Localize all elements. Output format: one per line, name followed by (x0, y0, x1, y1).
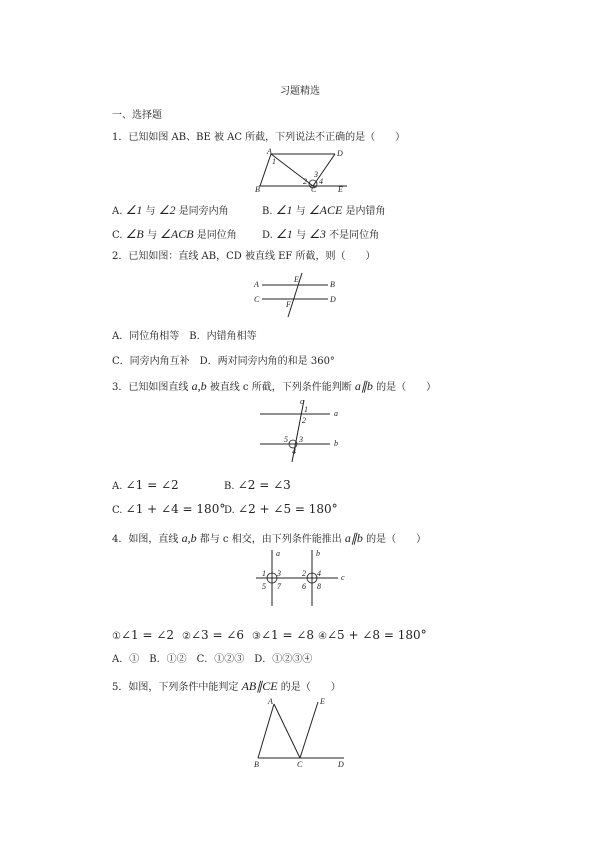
q4-label-c: c (341, 573, 345, 582)
q2-label-B: B (330, 280, 335, 289)
math-expr: ∠2 (158, 203, 176, 217)
math-expr: ∠1 = ∠2 (120, 628, 175, 642)
math-expr: a,b (181, 531, 197, 545)
q4-angle-3: 3 (277, 569, 281, 578)
q2-options-ab: A．同位角相等 B．内错角相等 (112, 331, 257, 342)
q5-label-E: E (320, 697, 325, 706)
q3-figure (258, 398, 348, 464)
page-title: 习题精选 (280, 86, 320, 97)
condition-number: ④ (318, 631, 327, 642)
q5-label-D: D (338, 760, 344, 769)
option-letter: B. (224, 481, 235, 492)
q2-label-C: C (254, 295, 260, 304)
math-expr: a,b (191, 379, 207, 393)
math-expr: ∠1 + ∠4 = 180° (125, 502, 226, 516)
q4-angle-2: 2 (302, 569, 306, 578)
option-letter: A. (112, 481, 123, 492)
q1-option-b (262, 204, 385, 218)
math-expr: ∠1 = ∠8 (260, 628, 315, 642)
q3-label-a: a (334, 409, 338, 418)
q3-angle-3: 3 (299, 435, 303, 444)
q5-figure (250, 696, 354, 770)
q4-condition-3 (252, 629, 314, 643)
option-text: 与 (145, 206, 156, 217)
option-letter: D. (224, 505, 235, 516)
stem-text: 被直线 c 所截，下列条件能判断 (209, 382, 352, 393)
section-heading: 一、选择题 (112, 110, 162, 121)
option-letter: D. (262, 230, 273, 241)
q2-figure (254, 271, 346, 323)
q2-options-cd: C．同旁内角互补 D．两对同旁内角的和是 360° (112, 356, 335, 367)
option-letter: C. (112, 230, 123, 241)
q3-angle-5: 5 (284, 435, 288, 444)
option-letter: B. (262, 206, 273, 217)
q1-label-B: B (255, 185, 260, 194)
q4-angle-8: 8 (317, 582, 321, 591)
math-expr: ∠1 = ∠2 (125, 478, 179, 492)
option-text: 与 (295, 206, 306, 217)
math-expr: ∠3 = ∠6 (190, 628, 245, 642)
q4-angle-4: 4 (317, 569, 321, 578)
q1-angle-3: 3 (314, 170, 318, 179)
stem-text: 3．已知如图直线 (112, 382, 189, 393)
q4-condition-1 (112, 629, 174, 643)
q2-label-A: A (254, 280, 259, 289)
stem-text: 4．如图，直线 (112, 534, 179, 545)
q4-stem (112, 532, 426, 546)
math-expr: ∠5 + ∠8 = 180° (326, 628, 427, 642)
stem-text: 的是（ ） (366, 534, 427, 545)
math-expr: ∠ACB (160, 227, 194, 241)
q4-label-a: a (276, 549, 280, 558)
q4-angle-7: 7 (277, 582, 281, 591)
q5-label-C: C (297, 760, 303, 769)
option-text: 是同旁内角 (178, 206, 229, 217)
stem-text: 都与 c 相交，由下列条件能推出 (199, 534, 342, 545)
q4-label-b: b (316, 549, 320, 558)
stem-text: 的是（ ） (376, 382, 437, 393)
q1-angle-1: 1 (272, 157, 276, 166)
condition-number: ② (182, 631, 191, 642)
math-expr: ∠ACE (308, 203, 343, 217)
math-expr: a∥b (344, 531, 363, 545)
q2-label-E: E (294, 275, 299, 284)
q3-option-d (224, 503, 338, 517)
q1-label-E: E (338, 185, 343, 194)
q1-option-d (262, 228, 379, 242)
q3-label-c: c (300, 397, 304, 406)
math-expr: ∠3 (309, 227, 326, 241)
math-expr: ∠B (125, 227, 144, 241)
q4-angle-1: 1 (262, 569, 266, 578)
q1-figure (255, 148, 355, 192)
q1-label-C: C (311, 185, 317, 194)
q4-options: A．① B．①② C．①②③ D．①②③④ (112, 654, 313, 665)
q1-angle-2: 2 (303, 177, 307, 186)
stem-text: 的是（ ） (280, 682, 341, 693)
q4-angle-6: 6 (302, 582, 306, 591)
q3-option-b (224, 479, 291, 493)
option-letter: C. (112, 505, 123, 516)
condition-number: ③ (252, 631, 261, 642)
q5-stem (112, 680, 341, 694)
q1-angle-4: 4 (319, 177, 323, 186)
option-text: 是内错角 (345, 206, 386, 217)
q3-angle-4: 4 (292, 447, 296, 456)
q1-option-c (112, 228, 237, 242)
q4-condition-4 (318, 629, 427, 643)
q3-angle-2: 2 (302, 416, 306, 425)
math-expr: ∠1 (276, 227, 293, 241)
option-text: 与 (146, 230, 157, 241)
q3-stem (112, 380, 436, 394)
q1-label-D: D (337, 149, 343, 158)
q3-option-a (112, 479, 179, 493)
q1-stem: 1．已知如图 AB、BE 被 AC 所截，下列说法不正确的是（ ） (112, 132, 406, 143)
q4-figure (252, 548, 350, 608)
option-letter: A. (112, 206, 123, 217)
q2-label-D: D (330, 295, 336, 304)
q3-label-b: b (334, 439, 338, 448)
option-text: 是同位角 (196, 230, 237, 241)
math-expr: ∠1 (275, 203, 293, 217)
q4-condition-2 (182, 629, 244, 643)
math-expr: ∠1 (125, 203, 143, 217)
q4-angle-5: 5 (262, 582, 266, 591)
condition-number: ① (112, 631, 121, 642)
q3-option-c (112, 503, 225, 517)
math-expr: ∠2 + ∠5 = 180° (238, 502, 338, 516)
q2-label-F: F (286, 300, 291, 309)
q5-label-B: B (254, 760, 259, 769)
math-expr: a∥b (354, 379, 373, 393)
q1-label-A: A (267, 147, 272, 156)
q3-angle-1: 1 (304, 405, 308, 414)
q5-label-A: A (268, 697, 273, 706)
math-expr: AB∥CE (241, 679, 278, 693)
q1-option-a (112, 204, 229, 218)
option-text: 与 (295, 230, 306, 241)
option-text: 不是同位角 (329, 230, 380, 241)
q2-stem: 2．已知如图：直线 AB，CD 被直线 EF 所截，则（ ） (112, 251, 376, 262)
math-expr: ∠2 = ∠3 (237, 478, 291, 492)
stem-text: 5．如图，下列条件中能判定 (112, 682, 239, 693)
